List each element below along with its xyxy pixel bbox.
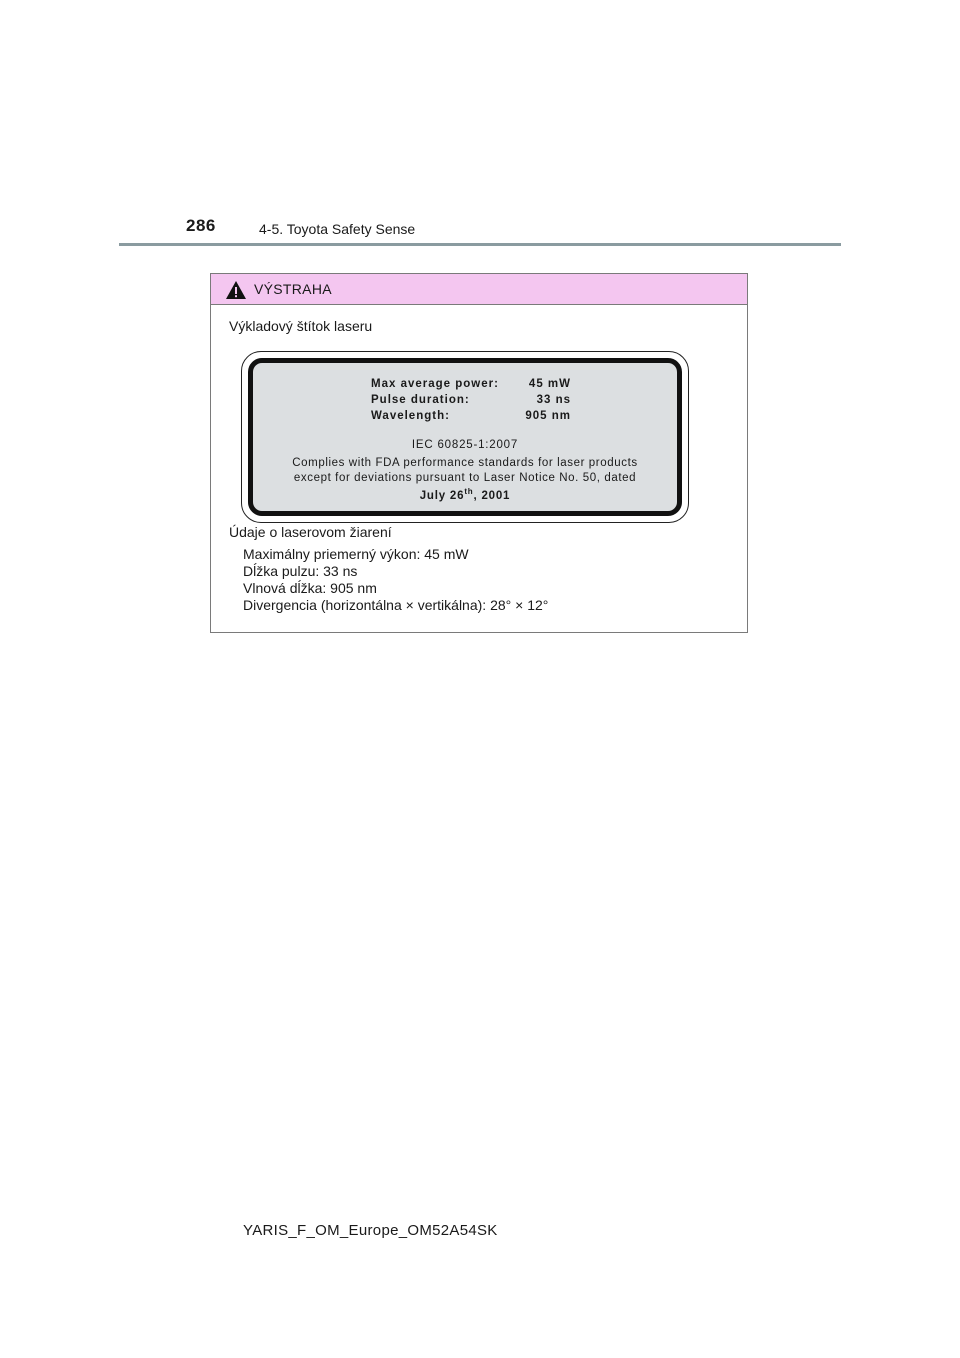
warning-triangle-icon [225, 280, 247, 300]
compliance-line: Complies with FDA performance standards for laser products [292, 457, 638, 469]
warning-header [211, 274, 747, 305]
laser-notice-date [253, 487, 677, 502]
spec-value: 905 nm [525, 410, 571, 422]
radiation-heading: Údaje o laserovom žiarení [229, 524, 392, 540]
spec-value: 45 mW [528, 378, 571, 390]
list-item: Vlnová dĺžka: 905 nm [243, 580, 377, 596]
laser-spec-list [371, 376, 571, 424]
spec-key: Max average power: [371, 378, 499, 390]
section-title: 4-5. Toyota Safety Sense [259, 221, 416, 237]
radiation-data-list [243, 546, 548, 614]
laser-label-panel [248, 358, 682, 516]
laser-compliance-text [253, 456, 677, 486]
list-item: Dĺžka pulzu: 33 ns [243, 563, 358, 579]
date-suffix: , 2001 [473, 489, 511, 502]
header-divider [119, 243, 841, 246]
spec-key: Pulse duration: [371, 394, 470, 406]
date-ordinal: th [464, 487, 474, 496]
list-item: Divergencia (horizontálna × vertikálna): 28° × 12° [243, 597, 549, 613]
page-number: 286 [186, 216, 216, 235]
date-prefix: July 26 [419, 489, 465, 502]
warning-box [210, 273, 748, 633]
spec-value: 33 ns [536, 394, 571, 406]
laser-spec-row [371, 408, 571, 424]
laser-label-caption: Výkladový štítok laseru [229, 318, 373, 334]
laser-spec-row [371, 392, 571, 408]
list-item: Maximálny priemerný výkon: 45 mW [243, 546, 469, 562]
document-code: YARIS_F_OM_Europe_OM52A54SK [243, 1222, 498, 1239]
compliance-line: except for deviations pursuant to Laser Notice No. 50, dated [293, 472, 637, 484]
laser-standard: IEC 60825-1:2007 [411, 439, 519, 451]
spec-key: Wavelength: [371, 410, 450, 422]
laser-spec-row [371, 376, 571, 392]
warning-title: VÝSTRAHA [254, 281, 332, 297]
laser-label-sticker [241, 351, 689, 523]
